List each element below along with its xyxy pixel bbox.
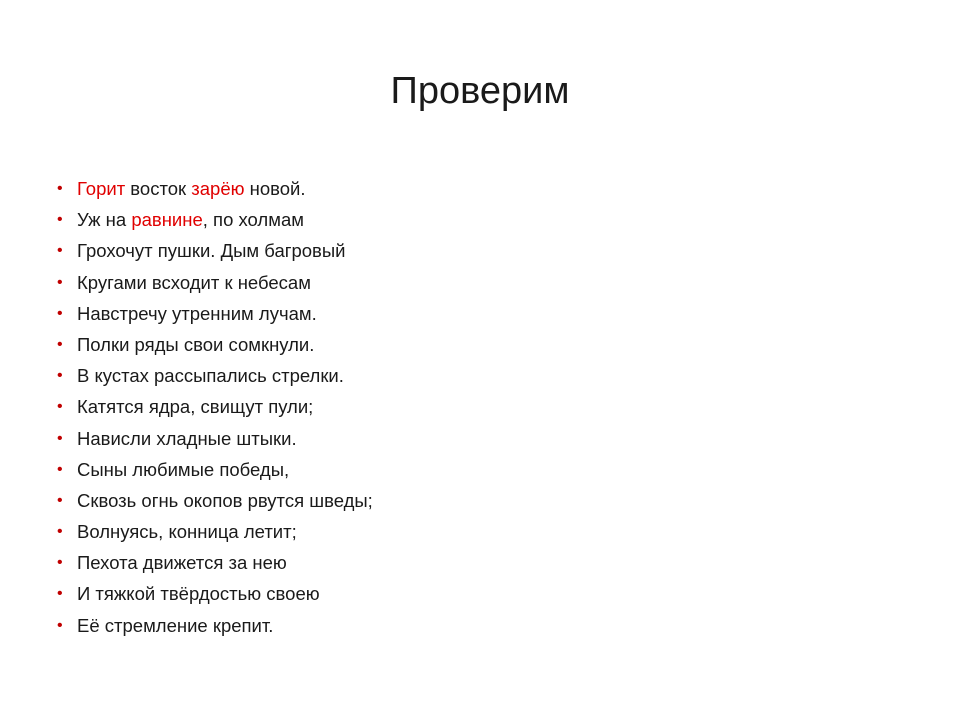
line-text: Грохочут пушки. Дым багровый: [77, 240, 346, 262]
poem-line: [57, 235, 373, 266]
bullet-icon: •: [57, 429, 63, 447]
line-text: Нависли хладные штыки.: [77, 427, 297, 449]
line-text: Волнуясь, конница летит;: [77, 521, 297, 543]
poem-line: [57, 485, 373, 516]
slide-title: Проверим: [390, 70, 570, 112]
poem-line: [57, 360, 373, 391]
bullet-icon: •: [57, 273, 63, 291]
line-text: Навстречу утренним лучам.: [77, 302, 317, 324]
bullet-icon: •: [57, 585, 63, 603]
highlighted-word: зарёю: [191, 178, 245, 199]
poem-line: [57, 454, 373, 485]
poem-line: [57, 391, 373, 422]
bullet-icon: •: [57, 523, 63, 541]
poem-line: [57, 267, 373, 298]
bullet-icon: •: [57, 304, 63, 322]
line-text: Уж на: [77, 209, 132, 231]
line-text: Её стремление крепит.: [77, 614, 274, 636]
poem-line: [57, 516, 373, 547]
bullet-icon: •: [57, 180, 63, 197]
line-text: Сквозь огнь окопов рвутся шведы;: [77, 489, 373, 511]
bullet-icon: •: [57, 460, 63, 478]
line-text: Пехота движется за нею: [77, 552, 287, 574]
line-text: Катятся ядра, свищут пули;: [77, 396, 314, 418]
bullet-icon: •: [57, 211, 63, 229]
bullet-icon: •: [57, 616, 63, 634]
line-text: Кругами всходит к небесам: [77, 271, 311, 293]
poem-list: [57, 173, 373, 641]
poem-line: [57, 610, 373, 641]
line-text: В кустах рассыпались стрелки.: [77, 365, 344, 387]
line-text: , по холмам: [202, 209, 304, 231]
line-text: новой.: [244, 178, 306, 199]
bullet-icon: •: [57, 554, 63, 572]
line-text: восток: [125, 178, 192, 199]
line-text: И тяжкой твёрдостью своею: [77, 583, 320, 605]
bullet-icon: •: [57, 335, 63, 353]
poem-line: [57, 423, 373, 454]
line-text: Сыны любимые победы,: [77, 458, 290, 480]
bullet-icon: •: [57, 491, 63, 509]
poem-line: [57, 204, 373, 235]
bullet-icon: •: [57, 242, 63, 260]
poem-line: [57, 173, 373, 204]
poem-line: [57, 578, 373, 609]
poem-line: [57, 329, 373, 360]
poem-line: [57, 298, 373, 329]
highlighted-word: Горит: [77, 178, 126, 199]
bullet-icon: •: [57, 367, 63, 385]
line-text: Полки ряды свои сомкнули.: [77, 333, 315, 355]
bullet-icon: •: [57, 398, 63, 416]
poem-line: [57, 547, 373, 578]
highlighted-word: равнине: [131, 209, 203, 231]
